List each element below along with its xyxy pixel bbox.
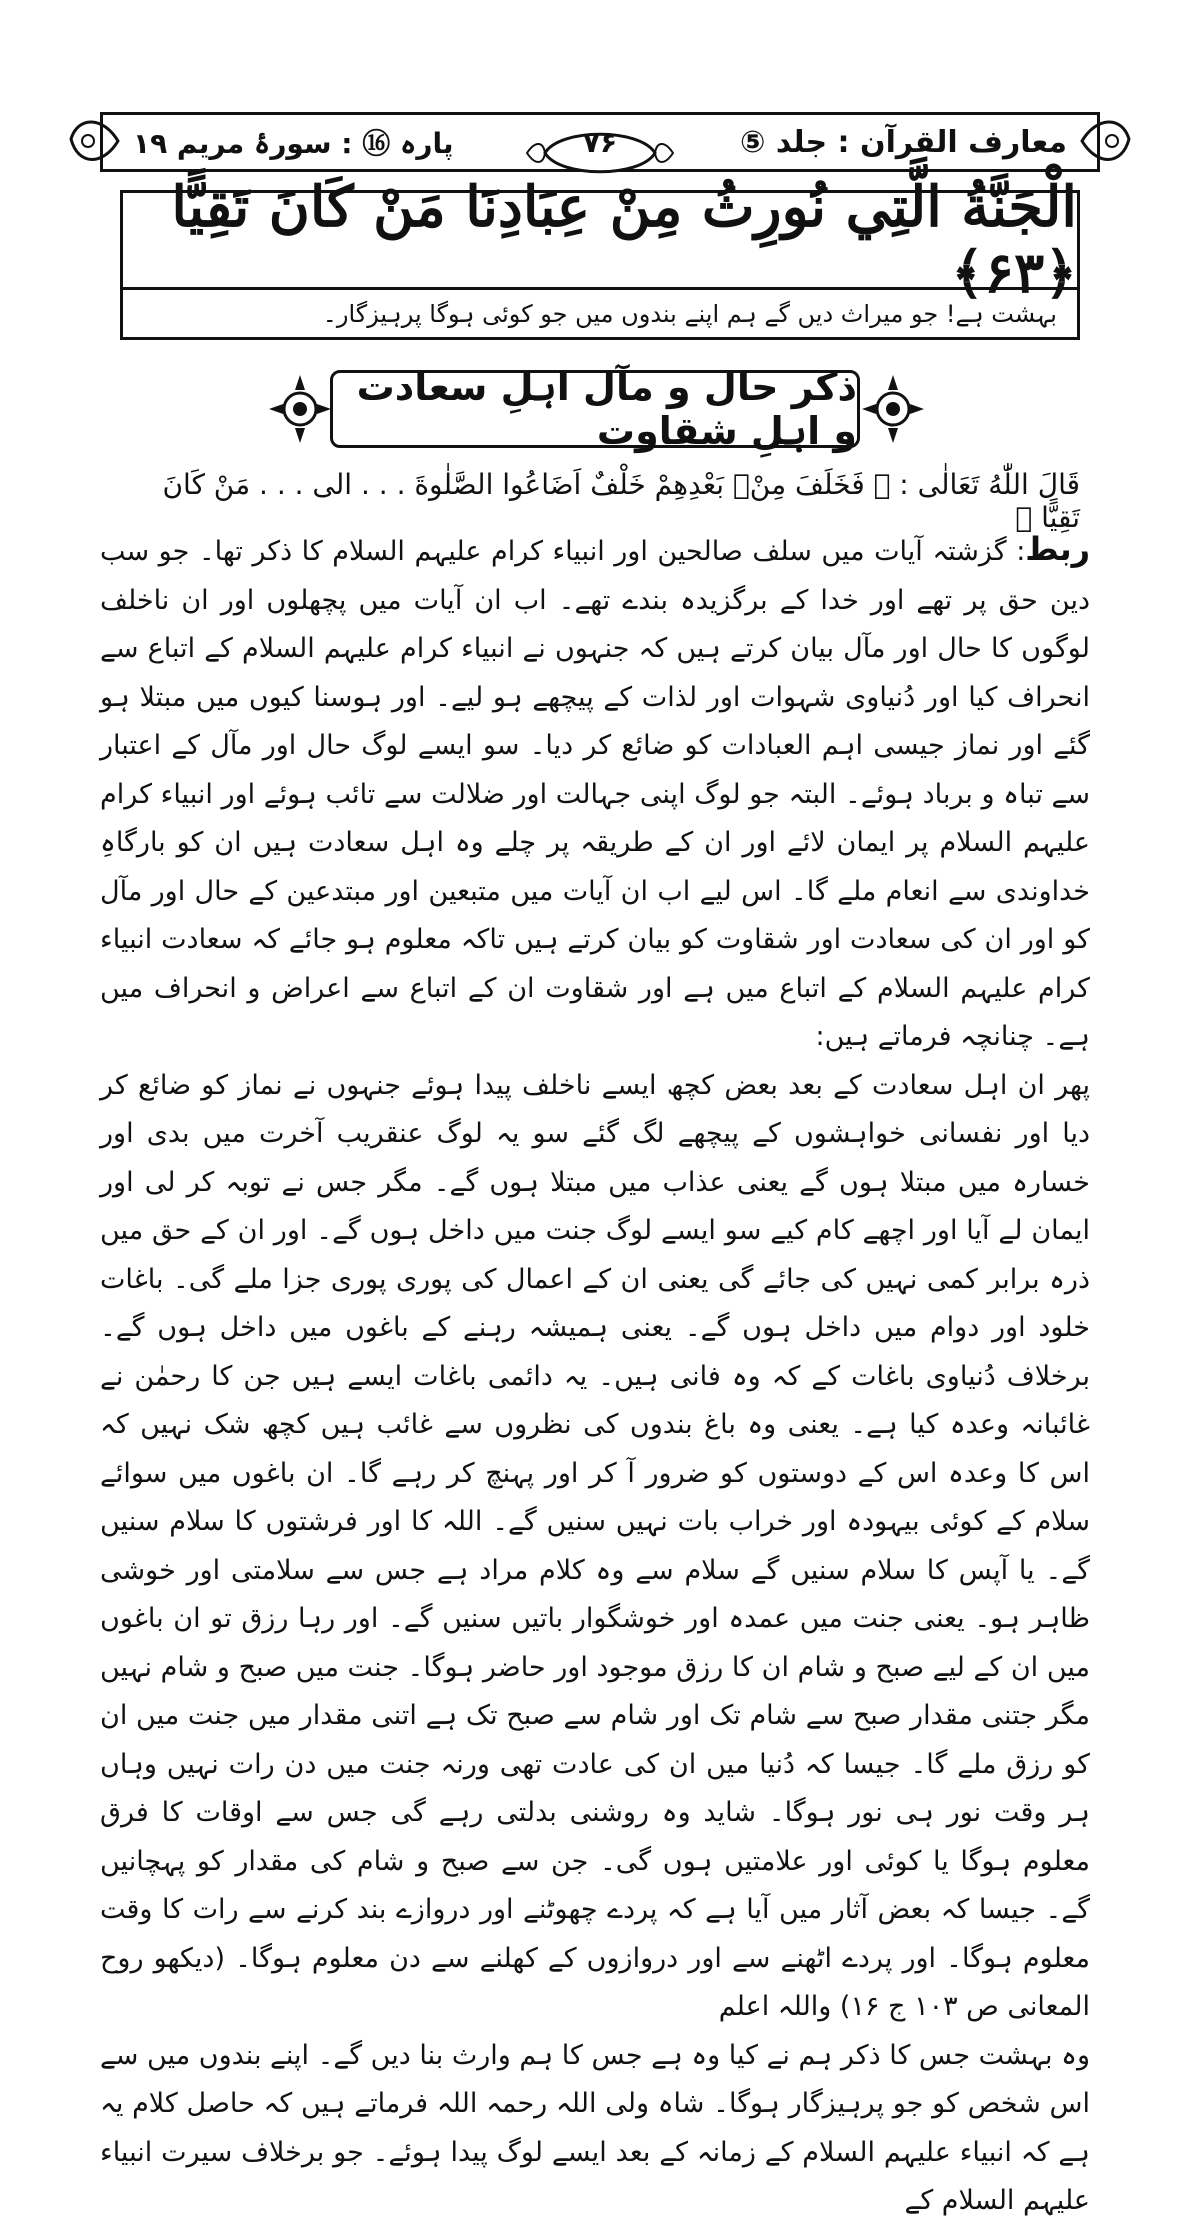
- verse-translation: بہشت ہے! جو میراث دیں گے ہم اپنے بندوں میں جو کوئی ہوگا پرہیزگار۔: [120, 290, 1080, 340]
- section-heading: ذکر حال و مآل اہلِ سعادت و اہلِ شقاوت: [330, 370, 860, 448]
- paragraph: [100, 525, 1090, 1062]
- page-header: [100, 112, 1100, 172]
- paragraph-text: : گزشتہ آیات میں سلف صالحین اور انبیاء کرام علیہم السلام کا ذکر تھا۔ جو سب دین حق پر تھے اور خدا کے برگزیدہ بندے تھے۔ اب ان آیات میں پچھلوں اور ان ناخلف لوگوں کا حال اور مآل بیان کرتے ہیں کہ جنہوں نے انبیاء کرام علیہم السلام کے اتباع سے انحراف کیا اور دُنیاوی شہوات اور لذات کے پیچھے ہو لیے۔ اور ہوسنا کیوں میں مبتلا ہو گئے اور نماز جیسی اہم العبادات کو ضائع کر دیا۔ سو ایسے لوگ حال اور مآل کے اعتبار سے تباہ و برباد ہوئے۔ البتہ جو لوگ اپنی جہالت اور ضلالت سے تائب ہوئے اور انبیاء کرام علیہم السلام پر ایمان لائے اور ان کے طریقہ پر چلے وہ اہل سعادت ہیں ان کو بارگاہِ خداوندی سے انعام ملے گا۔ اس لیے اب ان آیات میں متبعین اور مبتدعین کے حال اور مآل کو اور ان کی سعادت اور شقاوت کو بیان کرتے ہیں تاکہ معلوم ہو جائے کہ سعادت انبیاء کرام علیہم السلام کے اتباع میں ہے اور شقاوت ان کے اتباع سے اعراض و انحراف میں ہے۔ چنانچہ فرماتے ہیں:: [100, 536, 1090, 1052]
- body-text: [100, 525, 1090, 2226]
- paragraph: پھر ان اہل سعادت کے بعد بعض کچھ ایسے ناخلف پیدا ہوئے جنہوں نے نماز کو ضائع کر دیا اور نفسانی خواہشوں کے پیچھے لگ گئے سو یہ لوگ عنقریب آخرت میں بدی اور خسارہ میں مبتلا ہوں گے یعنی عذاب میں مبتلا ہوں گے۔ مگر جس نے توبہ کر لی اور ایمان لے آیا اور اچھے کام کیے سو ایسے لوگ جنت میں داخل ہوں گے۔ اور ان کے حق میں ذرہ برابر کمی نہیں کی جائے گی یعنی ان کے اعمال کی پوری پوری جزا ملے گی۔ باغات خلود اور دوام میں داخل ہوں گے۔ یعنی ہمیشہ رہنے کے باغوں میں داخل ہوں گے۔ برخلاف دُنیاوی باغات کے کہ وہ فانی ہیں۔ یہ دائمی باغات ایسے ہیں جن کا رحمٰن نے غائبانہ وعدہ کیا ہے۔ یعنی وہ باغ بندوں کی نظروں سے غائب ہیں کچھ شک نہیں کہ اس کا وعدہ اس کے دوستوں کو ضرور آ کر اور پہنچ کر رہے گا۔ ان باغوں میں سوائے سلام کے کوئی بیہودہ اور خراب بات نہیں سنیں گے۔ اللہ کا اور فرشتوں کا سلام سنیں گے۔ یا آپس کا سلام سنیں گے سلام سے وہ کلام مراد ہے جس سے سلامتی اور خوشی ظاہر ہو۔ یعنی جنت میں عمدہ اور خوشگوار باتیں سنیں گے۔ اور رہا رزق تو ان باغوں میں ان کے لیے صبح و شام ان کا رزق موجود اور حاضر ہوگا۔ جنت میں صبح و شام نہیں مگر جتنی مقدار صبح سے شام تک اور شام سے صبح تک ہے اتنی مقدار میں جنت میں ان کو رزق ملے گا۔ جیسا کہ دُنیا میں ان کی عادت تھی ورنہ جنت میں دن رات نہیں وہاں ہر وقت نور ہی نور ہوگا۔ شاید وہ روشنی بدلتی رہے گی جس سے اوقات کا فرق معلوم ہوگا یا کوئی اور علامتیں ہوں گی۔ جن سے صبح و شام کی مقدار کو پہچانیں گے۔ جیسا کہ بعض آثار میں آیا ہے کہ پردے چھوٹنے اور دروازے بند کرنے سے رات کا وقت معلوم ہوگا۔ اور پردے اٹھنے سے اور دروازوں کے کھلنے سے دن معلوم ہوگا۔ (دیکھو روح المعانی ص ۱۰۳ ج ۱۶) واللہ اعلم: [100, 1069, 1090, 2022]
- page-number: [525, 126, 675, 159]
- quran-verse: الْجَنَّةُ الَّتِي نُورِثُ مِنْ عِبَادِنَا مَنْ كَانَ تَقِيًّا ﴿۶۳﴾: [120, 190, 1080, 290]
- surah-info: پارہ ⑯ : سورۂ مریم ۱۹: [133, 127, 454, 160]
- heading-ornament-icon: [265, 370, 335, 448]
- book-title: معارف القرآن : جلد ⑤: [740, 124, 1067, 160]
- heading-ornament-icon: [858, 370, 928, 448]
- quran-quote: قَالَ اللّٰهُ تَعَالٰی : ﴿ فَخَلَفَ مِنْۢ بَعْدِهِمْ خَلْفٌ اَضَاعُوا الصَّلٰوةَ . . . الی . . . مَنْ كَانَ تَقِيًّا ﴾: [162, 468, 1080, 534]
- lead-word: ربط: [1025, 530, 1090, 568]
- page-number-text: ۷۶: [582, 125, 618, 159]
- paragraph: وہ بہشت جس کا ذکر ہم نے کیا وہ ہے جس کا ہم وارث بنا دیں گے۔ اپنے بندوں میں سے اس شخص کو جو پرہیزگار ہوگا۔ شاہ ولی اللہ رحمہ اللہ فرماتے ہیں کہ حاصل کلام یہ ہے کہ انبیاء علیہم السلام کے زمانہ کے بعد ایسے لوگ پیدا ہوئے۔ جو برخلاف سیرت انبیاء علیہم السلام کے: [99, 2039, 1090, 2216]
